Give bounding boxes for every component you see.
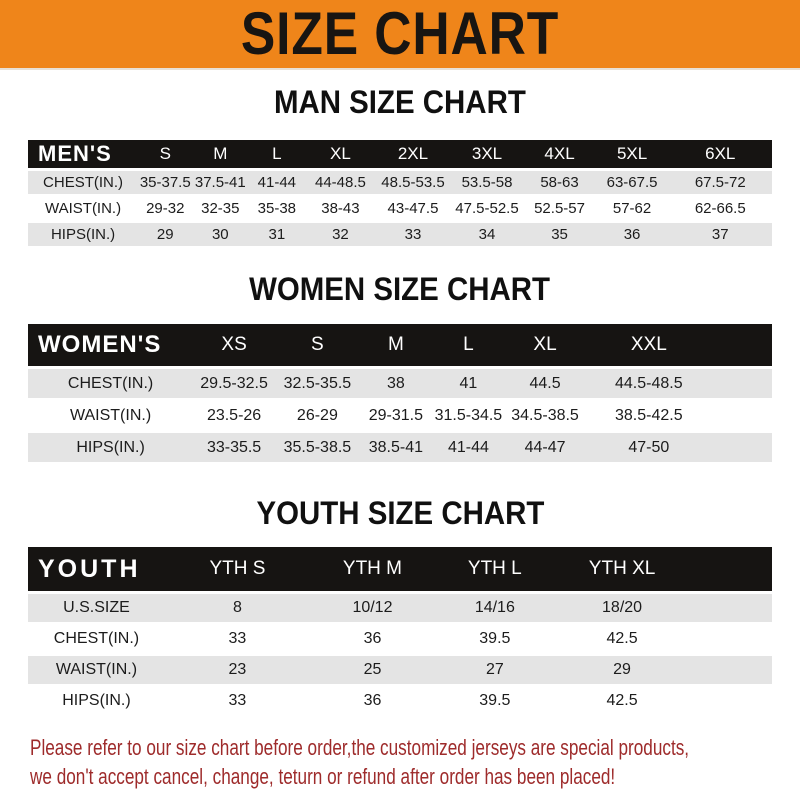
value-cell: 38 bbox=[360, 369, 432, 398]
size-header-cell: L bbox=[248, 140, 305, 168]
value-cell: 23.5-26 bbox=[193, 401, 275, 430]
value-cell: 29.5-32.5 bbox=[193, 369, 275, 398]
row-label-cell: CHEST(IN.) bbox=[28, 171, 138, 194]
size-header-cell: 6XL bbox=[669, 140, 772, 168]
table-row bbox=[28, 433, 772, 462]
size-header-cell: XL bbox=[505, 324, 585, 366]
size-header-cell: M bbox=[192, 140, 248, 168]
value-cell: 33 bbox=[375, 223, 450, 246]
value-cell: 33 bbox=[165, 625, 310, 653]
youth-size-chart-heading bbox=[0, 497, 800, 531]
banner-title: SIZE CHART bbox=[240, 0, 560, 67]
value-cell: 53.5-58 bbox=[451, 171, 524, 194]
size-header-cell: XXL bbox=[585, 324, 712, 366]
value-cell: 35.5-38.5 bbox=[275, 433, 360, 462]
size-header-cell: M bbox=[360, 324, 432, 366]
disclaimer-text bbox=[30, 733, 800, 791]
youth-size-chart-heading-text: YOUTH SIZE CHART bbox=[256, 495, 544, 531]
value-cell: 18/20 bbox=[555, 594, 690, 622]
value-cell: 25 bbox=[310, 656, 435, 684]
table-title-cell: YOUTH bbox=[28, 547, 165, 591]
row-label-cell: HIPS(IN.) bbox=[28, 433, 193, 462]
value-cell: 44.5 bbox=[505, 369, 585, 398]
table-row bbox=[28, 369, 772, 398]
value-cell: 36 bbox=[310, 687, 435, 715]
table-row bbox=[28, 656, 772, 684]
table-row bbox=[28, 594, 772, 622]
table-row bbox=[28, 401, 772, 430]
disclaimer-line-1: Please refer to our size chart before order,the customized jerseys are special products, bbox=[30, 735, 690, 760]
size-header-cell: S bbox=[275, 324, 360, 366]
value-cell: 41-44 bbox=[248, 171, 305, 194]
size-header-cell: YTH L bbox=[435, 547, 555, 591]
row-label-cell: HIPS(IN.) bbox=[28, 687, 165, 715]
value-cell: 36 bbox=[596, 223, 669, 246]
size-header-cell: L bbox=[432, 324, 505, 366]
table-row bbox=[28, 223, 772, 246]
value-cell: 63-67.5 bbox=[596, 171, 669, 194]
size-chart-banner bbox=[0, 0, 800, 70]
size-header-cell: XL bbox=[305, 140, 375, 168]
table-row bbox=[28, 625, 772, 653]
value-cell: 27 bbox=[435, 656, 555, 684]
women-size-chart-heading-text: WOMEN SIZE CHART bbox=[249, 271, 551, 307]
value-cell: 52.5-57 bbox=[523, 197, 595, 220]
value-cell: 10/12 bbox=[310, 594, 435, 622]
value-cell: 39.5 bbox=[435, 687, 555, 715]
table-row bbox=[28, 171, 772, 194]
value-cell: 43-47.5 bbox=[375, 197, 450, 220]
man-size-chart-heading bbox=[0, 86, 800, 120]
value-cell: 44-47 bbox=[505, 433, 585, 462]
value-cell: 32-35 bbox=[192, 197, 248, 220]
value-cell: 48.5-53.5 bbox=[375, 171, 450, 194]
table-header-row bbox=[28, 140, 772, 168]
value-cell: 38.5-42.5 bbox=[585, 401, 712, 430]
value-cell: 57-62 bbox=[596, 197, 669, 220]
value-cell: 62-66.5 bbox=[669, 197, 772, 220]
row-label-cell: WAIST(IN.) bbox=[28, 401, 193, 430]
youth-size-table bbox=[28, 544, 772, 718]
value-cell: 33 bbox=[165, 687, 310, 715]
value-cell: 29-31.5 bbox=[360, 401, 432, 430]
value-cell: 41-44 bbox=[432, 433, 505, 462]
value-cell: 35-37.5 bbox=[138, 171, 192, 194]
value-cell: 36 bbox=[310, 625, 435, 653]
value-cell: 47.5-52.5 bbox=[451, 197, 524, 220]
value-cell: 34.5-38.5 bbox=[505, 401, 585, 430]
size-header-cell: 4XL bbox=[523, 140, 595, 168]
value-cell: 31.5-34.5 bbox=[432, 401, 505, 430]
value-cell: 35-38 bbox=[248, 197, 305, 220]
size-header-cell: XS bbox=[193, 324, 275, 366]
size-header-cell: YTH S bbox=[165, 547, 310, 591]
value-cell: 23 bbox=[165, 656, 310, 684]
man-size-chart-heading-text: MAN SIZE CHART bbox=[274, 84, 526, 120]
value-cell: 35 bbox=[523, 223, 595, 246]
value-cell: 37.5-41 bbox=[192, 171, 248, 194]
value-cell bbox=[712, 369, 772, 398]
row-label-cell: HIPS(IN.) bbox=[28, 223, 138, 246]
table-header-row bbox=[28, 324, 772, 366]
value-cell: 29 bbox=[138, 223, 192, 246]
value-cell bbox=[689, 656, 772, 684]
size-header-cell: 5XL bbox=[596, 140, 669, 168]
table-title-cell: WOMEN'S bbox=[28, 324, 193, 366]
value-cell: 47-50 bbox=[585, 433, 712, 462]
value-cell: 30 bbox=[192, 223, 248, 246]
value-cell: 14/16 bbox=[435, 594, 555, 622]
value-cell: 29 bbox=[555, 656, 690, 684]
value-cell bbox=[689, 687, 772, 715]
value-cell: 33-35.5 bbox=[193, 433, 275, 462]
value-cell: 42.5 bbox=[555, 625, 690, 653]
size-header-cell: 3XL bbox=[451, 140, 524, 168]
table-row bbox=[28, 687, 772, 715]
womens-size-table bbox=[28, 321, 772, 465]
value-cell: 32 bbox=[305, 223, 375, 246]
row-label-cell: CHEST(IN.) bbox=[28, 369, 193, 398]
value-cell: 34 bbox=[451, 223, 524, 246]
size-header-cell: S bbox=[138, 140, 192, 168]
table-header-row bbox=[28, 547, 772, 591]
value-cell: 39.5 bbox=[435, 625, 555, 653]
value-cell: 44.5-48.5 bbox=[585, 369, 712, 398]
size-header-cell: 2XL bbox=[375, 140, 450, 168]
row-label-cell: CHEST(IN.) bbox=[28, 625, 165, 653]
row-label-cell: WAIST(IN.) bbox=[28, 197, 138, 220]
size-header-cell: YTH M bbox=[310, 547, 435, 591]
value-cell: 8 bbox=[165, 594, 310, 622]
value-cell: 26-29 bbox=[275, 401, 360, 430]
value-cell: 37 bbox=[669, 223, 772, 246]
value-cell: 31 bbox=[248, 223, 305, 246]
value-cell: 29-32 bbox=[138, 197, 192, 220]
table-title-cell: MEN'S bbox=[28, 140, 138, 168]
value-cell: 67.5-72 bbox=[669, 171, 772, 194]
value-cell: 42.5 bbox=[555, 687, 690, 715]
value-cell bbox=[712, 433, 772, 462]
value-cell: 58-63 bbox=[523, 171, 595, 194]
value-cell: 32.5-35.5 bbox=[275, 369, 360, 398]
value-cell: 41 bbox=[432, 369, 505, 398]
row-label-cell: U.S.SIZE bbox=[28, 594, 165, 622]
size-header-cell: YTH XL bbox=[555, 547, 690, 591]
women-size-chart-heading bbox=[0, 273, 800, 307]
value-cell: 38.5-41 bbox=[360, 433, 432, 462]
disclaimer-line-2: we don't accept cancel, change, teturn or refund after order has been placed! bbox=[30, 764, 616, 789]
value-cell: 38-43 bbox=[305, 197, 375, 220]
mens-size-table bbox=[28, 137, 772, 249]
row-label-cell: WAIST(IN.) bbox=[28, 656, 165, 684]
table-row bbox=[28, 197, 772, 220]
size-header-cell bbox=[712, 324, 772, 366]
size-header-cell bbox=[689, 547, 772, 591]
value-cell bbox=[689, 594, 772, 622]
value-cell bbox=[712, 401, 772, 430]
value-cell: 44-48.5 bbox=[305, 171, 375, 194]
value-cell bbox=[689, 625, 772, 653]
